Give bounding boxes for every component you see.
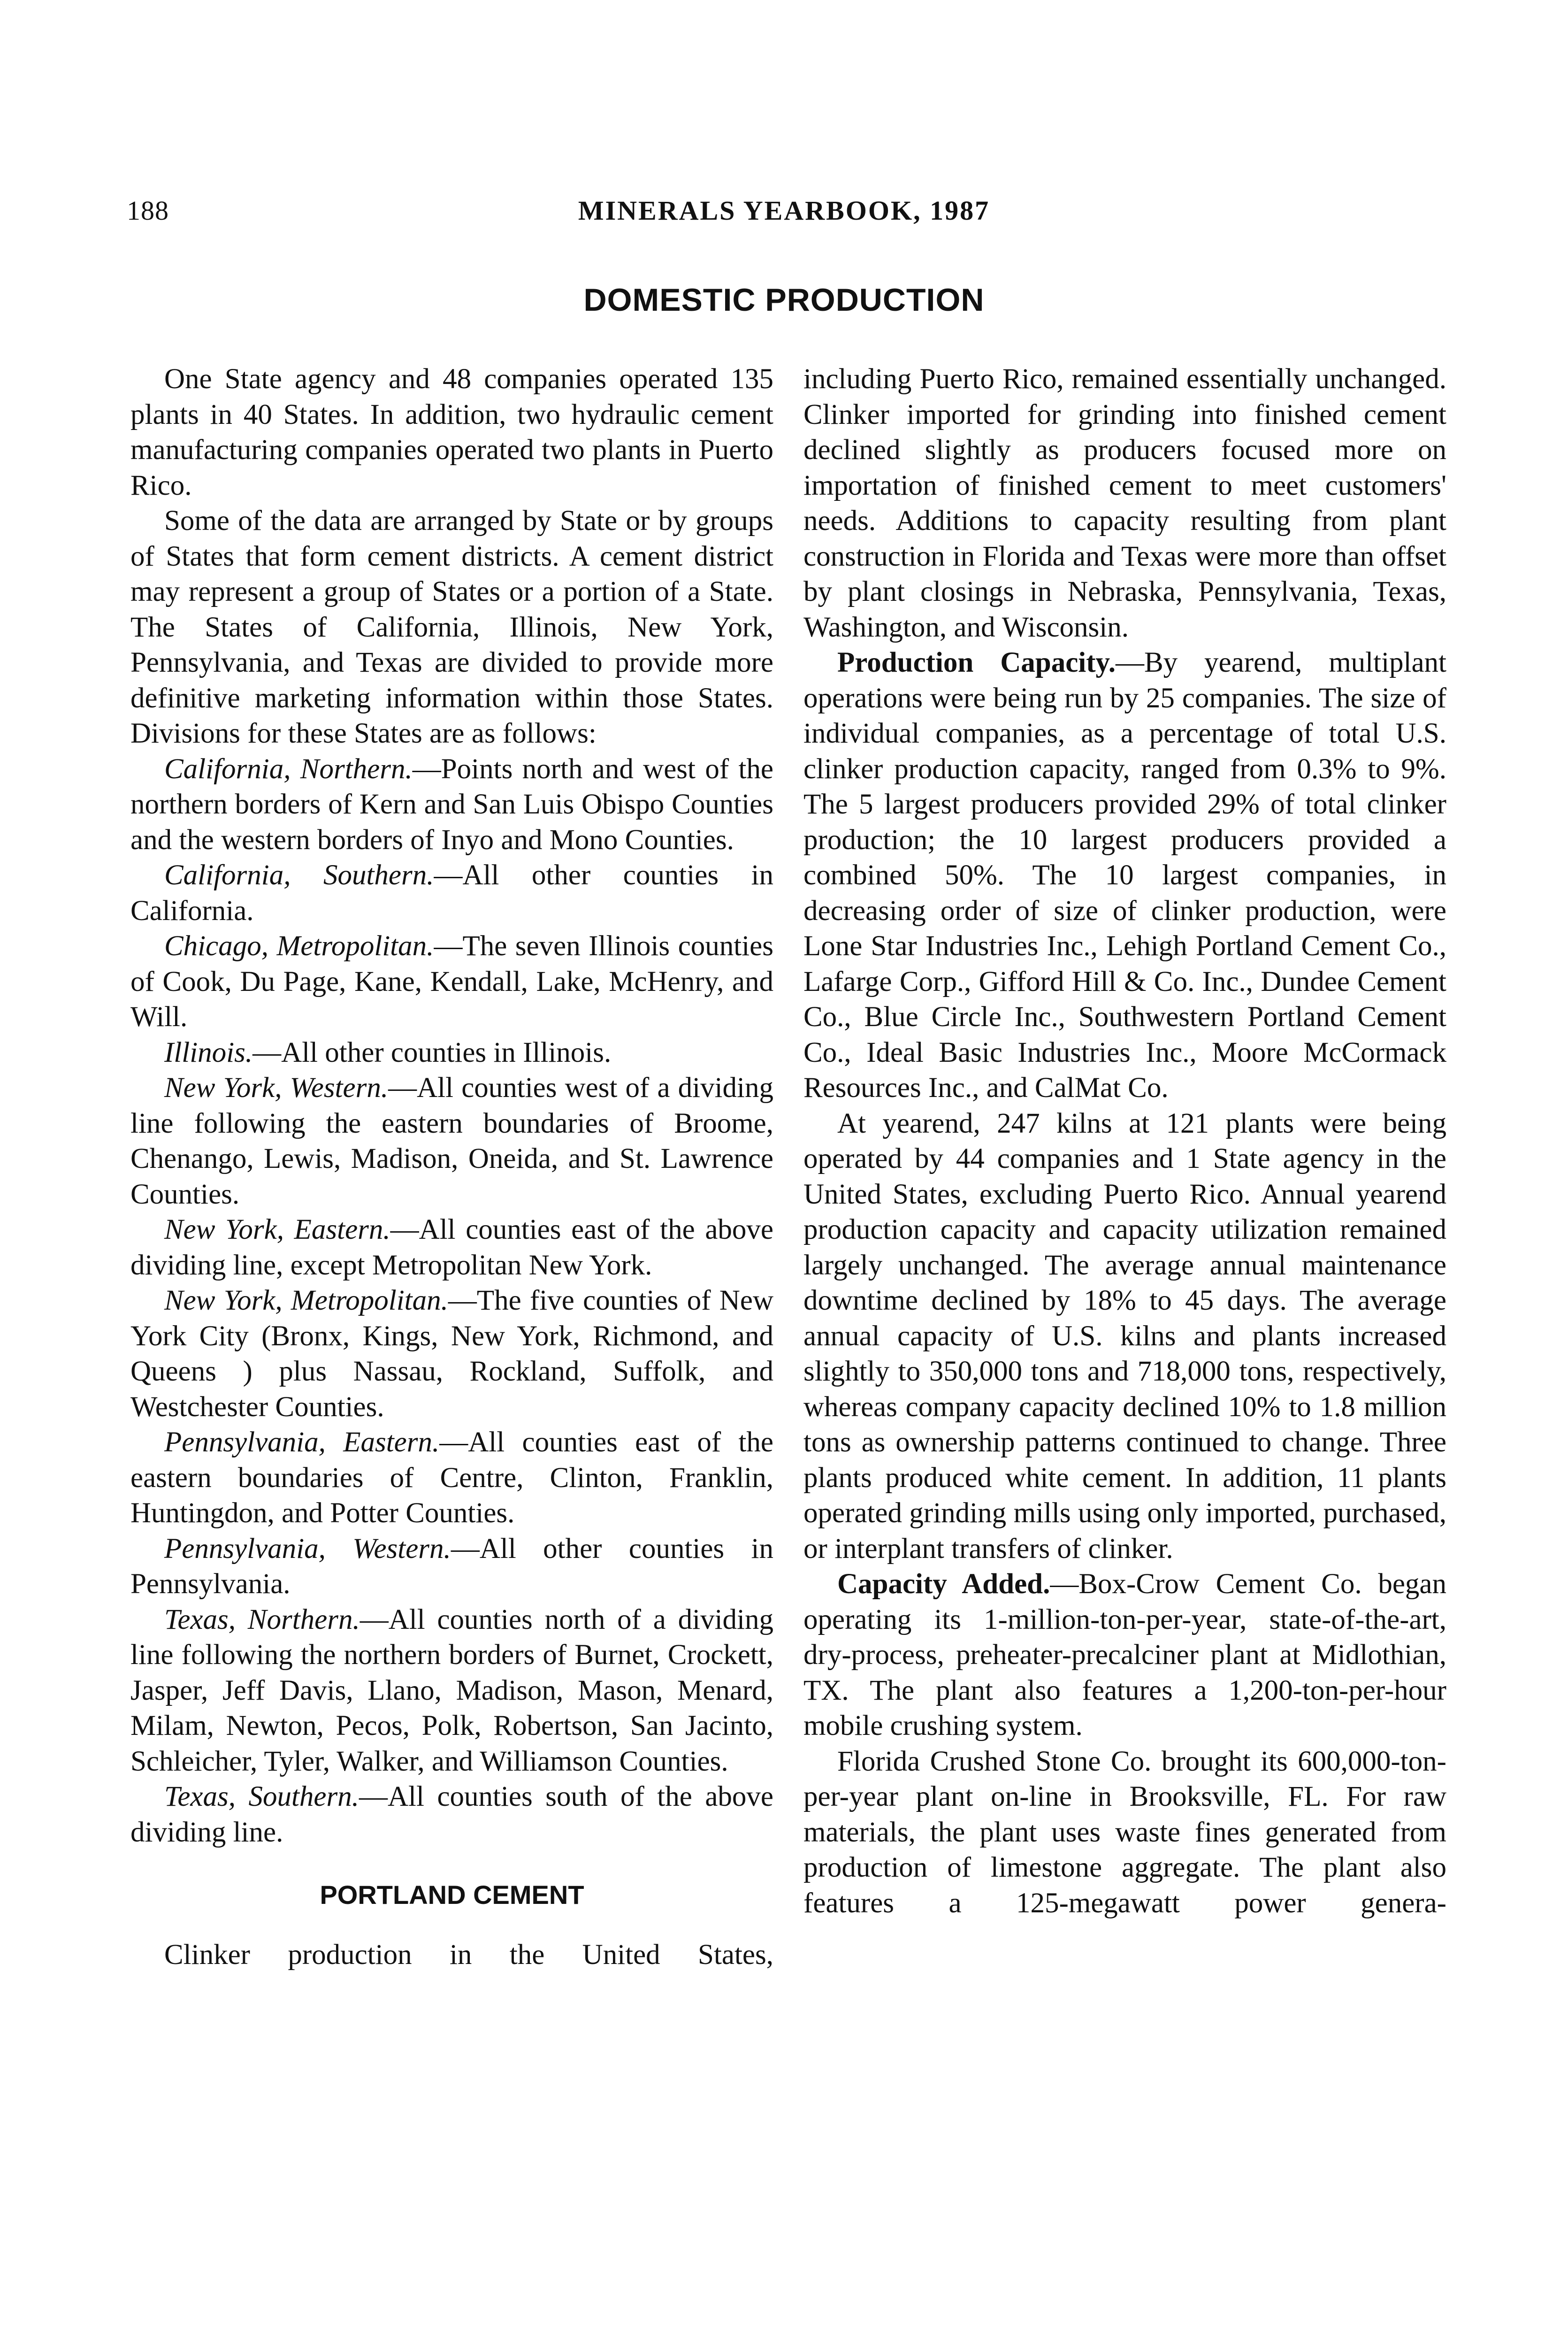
district-text: —All counties south of the above dividing line. (130, 1781, 773, 1848)
district-name: Texas, Southern. (164, 1781, 359, 1812)
district-paragraph (130, 1425, 773, 1531)
production-capacity-heading: Production Capacity. (837, 647, 1116, 678)
district-text: —The five counties of New York City (Bronx, Kings, New York, Richmond, and Queens ) plus Nassau, Rockland, Suffolk, and Westchester Counties. (130, 1285, 773, 1423)
district-paragraph (130, 928, 773, 1035)
district-name: California, Northern. (164, 753, 413, 785)
district-text: —All other counties in Illinois. (252, 1036, 612, 1068)
portland-cement-heading: PORTLAND CEMENT (320, 1880, 584, 1910)
district-paragraph (130, 1779, 773, 1850)
intro-paragraph-1: One State agency and 48 companies operated 135 plants in 40 States. In addition, two hydraulic cement manufacturing companies operated two plants in Puerto Rico. (130, 363, 773, 501)
intro-paragraph-2: Some of the data are arranged by State or by groups of States that form cement districts. A cement district may represent a group of States or a portion of a State. The States of California, Illinois, New York, Pennsylvania, and Texas are divided to provide more definitive marketing information within those States. Divisions for these States are as follows: (130, 505, 773, 749)
district-name: California, Southern. (164, 859, 434, 891)
district-paragraph (130, 1035, 773, 1071)
district-name: Chicago, Metropolitan. (164, 930, 434, 962)
district-text: —All counties east of the above dividing line, except Metropolitan New York. (130, 1214, 773, 1281)
district-name: Illinois. (164, 1036, 253, 1068)
district-paragraph (130, 1283, 773, 1425)
district-name: New York, Western. (164, 1072, 389, 1104)
section-title: DOMESTIC PRODUCTION (583, 282, 985, 318)
production-capacity-paragraph (803, 645, 1446, 1106)
district-text: —Points north and west of the northern borders of Kern and San Luis Obispo Counties and the western borders of Inyo and Mono Counties. (130, 753, 774, 856)
right-column (803, 361, 1446, 1921)
florida-paragraph: Florida Crushed Stone Co. brought its 600,000-ton-per-year plant on-line in Brooksville, FL. For raw materials, the plant uses waste fines generated from production of limestone aggregate. The plant also features a 125-megawatt power genera- (803, 1745, 1446, 1919)
district-name: New York, Metropolitan. (164, 1285, 448, 1316)
district-text: —All counties east of the eastern boundaries of Centre, Clinton, Franklin, Huntingdon, and Potter Counties. (130, 1427, 774, 1529)
capacity-added-heading: Capacity Added. (837, 1568, 1050, 1600)
district-text: —All counties west of a dividing line following the eastern boundaries of Broome, Chenango, Lewis, Madison, Oneida, and St. Lawrence Counties. (130, 1072, 773, 1210)
production-capacity-text: —By yearend, multiplant operations were being run by 25 companies. The size of individual companies, as a percentage of total U.S. clinker production capacity, ranged from 0.3% to 9%. The 5 largest producers provided 29% of total clinker production; the 10 largest producers provided a combined 50%. The 10 largest companies, in decreasing order of size of clinker production, were Lone Star Industries Inc., Lehigh Portland Cement Co., Lafarge Corp., Gifford Hill & Co. Inc., Dundee Cement Co., Blue Circle Inc., Southwestern Portland Cement Co., Ideal Basic Industries Inc., Moore McCormack Resources Inc., and CalMat Co. (803, 647, 1446, 1104)
district-text: —All counties north of a dividing line following the northern borders of Burnet, Crockett, Jasper, Jeff Davis, Llano, Madison, Mason, Menard, Milam, Newton, Pecos, Polk, Robertson, San Jacinto, Schleicher, Tyler, Walker, and Williamson Counties. (130, 1603, 773, 1777)
capacity-added-paragraph (803, 1566, 1446, 1744)
district-paragraph (130, 1212, 773, 1283)
left-column (130, 361, 773, 1972)
portland-continued-paragraph: including Puerto Rico, remained essentially unchanged. Clinker imported for grinding into finished cement declined slightly as producers focused more on importation of finished cement to meet customers' needs. Additions to capacity resulting from plant construction in Florida and Texas were more than offset by plant closings in Nebraska, Pennsylvania, Texas, Washington, and Wisconsin. (803, 363, 1446, 643)
district-text: —All other counties in California. (130, 859, 773, 927)
capacity-added-text: —Box-Crow Cement Co. began operating its 1-million-ton-per-year, state-of-the-art, dry-process, preheater-precalciner plant at Midlothian, TX. The plant also features a 1,200-ton-per-hour mobile crushing system. (803, 1568, 1446, 1741)
page-number: 188 (127, 195, 169, 226)
district-paragraph (130, 1602, 773, 1779)
district-paragraph (130, 1531, 773, 1602)
district-name: New York, Eastern. (164, 1214, 390, 1245)
district-paragraph (130, 858, 773, 928)
yearend-paragraph: At yearend, 247 kilns at 121 plants were being operated by 44 companies and 1 State agency in the United States, excluding Puerto Rico. Annual yearend production capacity and capacity utilization remained largely unchanged. The average annual maintenance downtime declined by 18% to 45 days. The average annual capacity of U.S. kilns and plants increased slightly to 350,000 tons and 718,000 tons, respectively, whereas company capacity declined 10% to 1.8 million tons as ownership patterns continued to change. Three plants produced white cement. In addition, 11 plants operated grinding mills using only imported, purchased, or interplant transfers of clinker. (803, 1107, 1446, 1565)
running-title: MINERALS YEARBOOK, 1987 (578, 195, 990, 226)
district-paragraph (130, 752, 773, 858)
portland-lead-paragraph: Clinker production in the United States, (164, 1939, 773, 1971)
district-paragraph (130, 1070, 773, 1212)
district-text: —The seven Illinois counties of Cook, Du Page, Kane, Kendall, Lake, McHenry, and Will. (130, 930, 773, 1033)
district-name: Texas, Northern. (164, 1603, 360, 1635)
district-name: Pennsylvania, Eastern. (164, 1427, 440, 1458)
district-text: —All other counties in Pennsylvania. (130, 1533, 773, 1600)
district-name: Pennsylvania, Western. (164, 1533, 451, 1565)
